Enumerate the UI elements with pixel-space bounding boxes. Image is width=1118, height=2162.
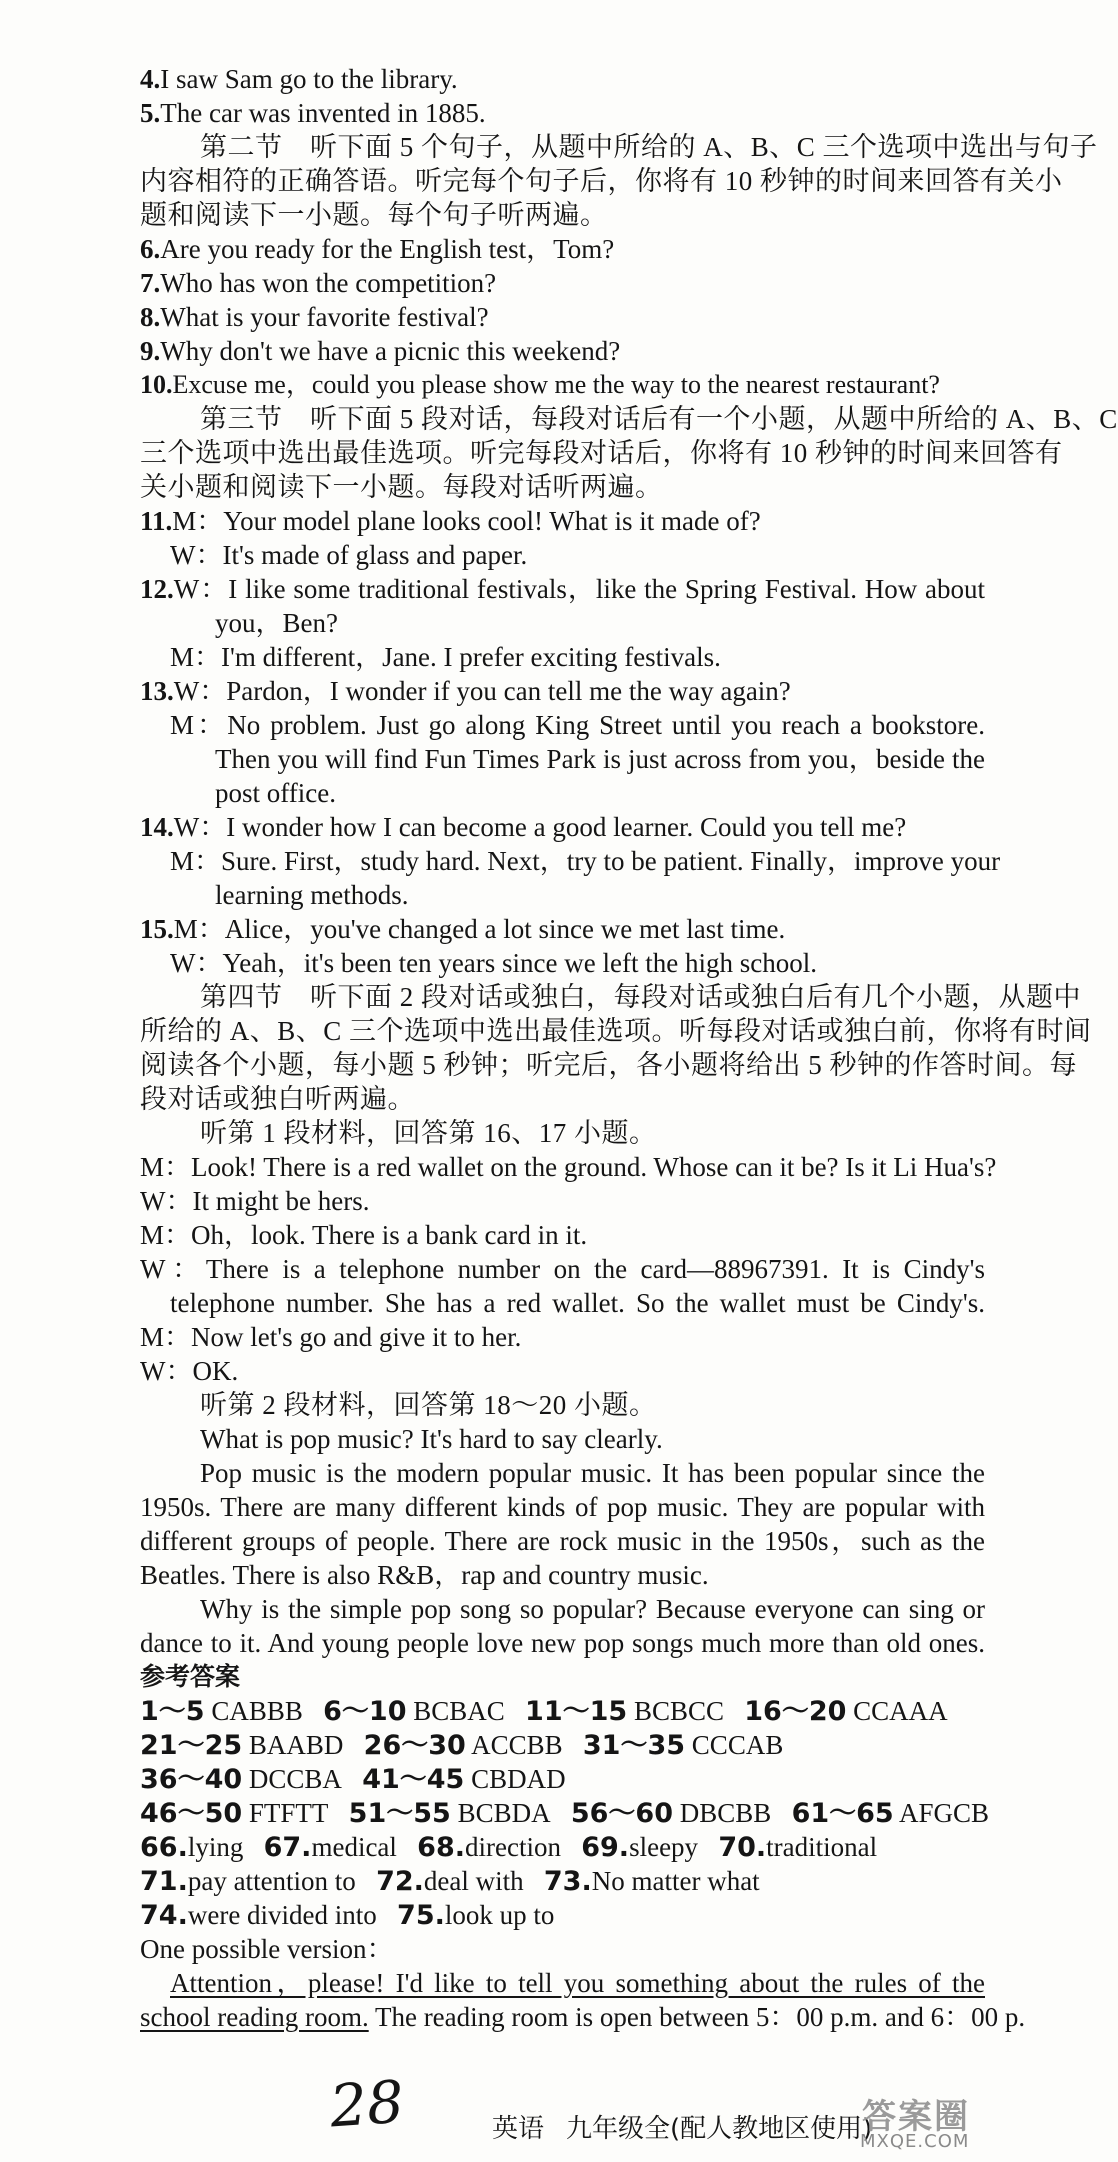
monologue-line: What is pop music? It's hard to say clearly. [200, 1424, 663, 1454]
dialogue-line: M：Look! There is a red wallet on the ground. Whose can it be? Is it Li Hua's? [140, 1152, 997, 1182]
line-8: 8.What is your favorite festival? [140, 302, 489, 332]
section-4-instruction: 段对话或独白听两遍。 [140, 1084, 415, 1114]
line-11: 11.M：Your model plane looks cool! What is it made of? [140, 506, 761, 536]
monologue-line: Why is the simple pop song so popular? Because everyone can sing or [200, 1594, 985, 1624]
section-4-instruction: 第四节 听下面 2 段对话或独白，每段对话或独白后有几个小题，从题中 [200, 982, 1081, 1012]
dialogue-line: post office. [215, 778, 336, 808]
line-10: 10.Excuse me，could you please show me the way to the nearest restaurant? [140, 370, 940, 399]
line-14: 14.W：I wonder how I can become a good learner. Could you tell me? [140, 812, 907, 842]
section-2-instruction: 第二节 听下面 5 个句子，从题中所给的 A、B、C 三个选项中选出与句子 [200, 132, 1098, 162]
dialogue-line: W：OK. [140, 1356, 239, 1386]
page-number: 28 [327, 2067, 407, 2141]
answer-row: 46～50 FTFTT 51～55 BCBDA 56～60 DBCBB 61～65 AFGCB [140, 1798, 990, 1829]
dialogue-line: learning methods. [215, 880, 409, 910]
footer-grade: 九年级全(配人教地区使用) [566, 2114, 873, 2144]
dialogue-line: W：It might be hers. [140, 1186, 370, 1216]
line-13: 13.W：Pardon，I wonder if you can tell me the way again? [140, 676, 791, 706]
monologue-line: different groups of people. There are rock music in the 1950s，such as the [140, 1526, 985, 1556]
line-7: 7.Who has won the competition? [140, 268, 497, 298]
monologue-line: Beatles. There is also R&B，rap and country music. [140, 1560, 709, 1590]
dialogue-line: M：I'm different，Jane. I prefer exciting festivals. [170, 642, 721, 672]
line-12: 12.W：I like some traditional festivals，like the Spring Festival. How about [140, 574, 985, 604]
dialogue-line: M：Now let's go and give it to her. [140, 1322, 522, 1352]
dialogue-line: Then you will find Fun Times Park is just across from you，beside the [215, 744, 985, 774]
line-9: 9.Why don't we have a picnic this weekend? [140, 336, 621, 366]
answer-row: 74.were divided into 75.look up to [140, 1900, 555, 1931]
answer-row: 21～25 BAABD 26～30 ACCBB 31～35 CCCAB [140, 1730, 784, 1761]
footer [492, 2108, 872, 2145]
answer-row: 71.pay attention to 72.deal with 73.No matter what [140, 1866, 760, 1897]
dialogue-line: M：Oh，look. There is a bank card in it. [140, 1220, 588, 1250]
material-2-heading: 听第 2 段材料，回答第 18～20 小题。 [200, 1390, 657, 1420]
dialogue-line: telephone number. She has a red wallet. So the wallet must be Cindy's. [170, 1288, 985, 1318]
dialogue-line: M：No problem. Just go along King Street until you reach a bookstore. [170, 710, 985, 740]
section-3-instruction: 关小题和阅读下一小题。每段对话听两遍。 [140, 472, 663, 502]
material-1-heading: 听第 1 段材料，回答第 16、17 小题。 [200, 1118, 657, 1148]
line-5: 5.The car was invented in 1885. [140, 98, 486, 128]
essay-line: Attention，please! I'd like to tell you something about the rules of the [170, 1968, 985, 1998]
dialogue-line: W：There is a telephone number on the card—88967391. It is Cindy's [140, 1254, 985, 1284]
section-2-instruction: 内容相符的正确答语。听完每个句子后，你将有 10 秒钟的时间来回答有关小 [140, 166, 1063, 196]
answer-row: 66.lying 67.medical 68.direction 69.sleepy 70.traditional [140, 1832, 878, 1863]
monologue-line: 1950s. There are many different kinds of pop music. They are popular with [140, 1492, 985, 1522]
section-2-instruction: 题和阅读下一小题。每个句子听两遍。 [140, 200, 608, 230]
section-3-instruction: 第三节 听下面 5 段对话，每段对话后有一个小题，从题中所给的 A、B、C [200, 404, 1118, 434]
dialogue-line: M：Sure. First，study hard. Next，try to be patient. Finally，improve your [170, 846, 1001, 876]
answer-row: 1～5 CABBB 6～10 BCBAC 11～15 BCBCC 16～20 CCAAA [140, 1696, 948, 1727]
section-4-instruction: 所给的 A、B、C 三个选项中选出最佳选项。听每段对话或独白前，你将有时间 [140, 1016, 1092, 1046]
version-label: One possible version： [140, 1934, 394, 1964]
dialogue-line: W：Yeah，it's been ten years since we left the high school. [170, 948, 817, 978]
answer-row: 36～40 DCCBA 41～45 CBDAD [140, 1764, 566, 1795]
watermark-text: 答案圈 [862, 2097, 970, 2137]
watermark-url: MXQE.COM [860, 2131, 970, 2152]
watermark-logo [858, 2085, 993, 2157]
line-15: 15.M：Alice，you've changed a lot since we met last time. [140, 914, 786, 944]
section-3-instruction: 三个选项中选出最佳选项。听完每段对话后，你将有 10 秒钟的时间来回答有 [140, 438, 1063, 468]
line-6: 6.Are you ready for the English test，Tom? [140, 234, 615, 264]
dialogue-line: you，Ben? [215, 608, 338, 638]
dialogue-line: W：It's made of glass and paper. [170, 540, 528, 570]
essay-line: school reading room. The reading room is open between 5：00 p.m. and 6：00 p. [140, 2002, 1026, 2032]
footer-subject: 英语 [492, 2114, 545, 2144]
section-4-instruction: 阅读各个小题，每小题 5 秒钟；听完后，各小题将给出 5 秒钟的作答时间。每 [140, 1050, 1077, 1080]
monologue-line: Pop music is the modern popular music. It has been popular since the [200, 1458, 985, 1488]
monologue-line: dance to it. And young people love new pop songs much more than old ones. [140, 1628, 985, 1658]
line-4: 4.I saw Sam go to the library. [140, 64, 458, 94]
answers-heading: 参考答案 [140, 1662, 241, 1691]
